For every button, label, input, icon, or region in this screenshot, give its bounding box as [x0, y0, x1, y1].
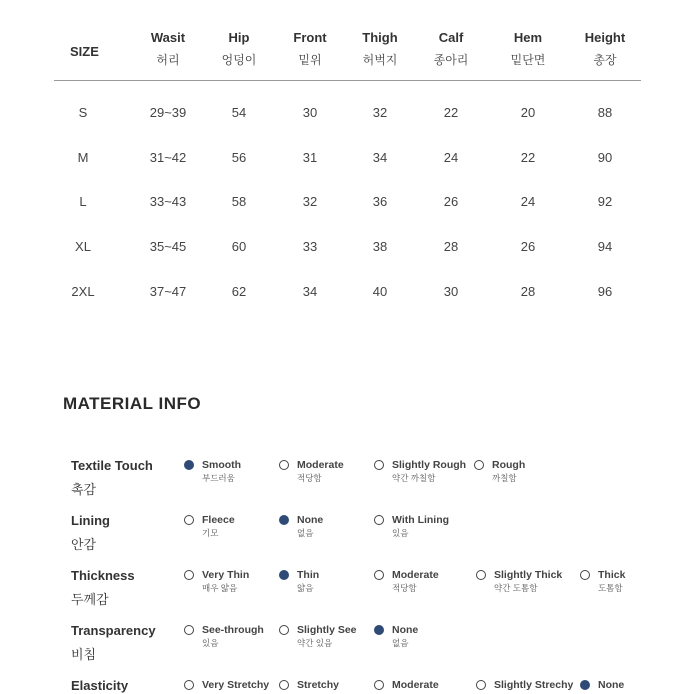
option-label-ko: 적당함 — [392, 583, 417, 593]
option-text — [392, 624, 418, 650]
size-table-cell: 92 — [597, 194, 613, 209]
attribute-label: Lining — [71, 513, 110, 528]
option-label-ko: 까칠함 — [492, 473, 517, 483]
option-label: Very Thin — [202, 569, 250, 581]
radio-empty-icon[interactable] — [279, 680, 289, 690]
size-table-cell: 31~42 — [149, 150, 187, 165]
attribute-label-ko: 안감 — [71, 537, 97, 552]
attribute-label: Transparency — [71, 623, 156, 638]
column-header-1: Hip — [228, 30, 250, 45]
option-label: None — [297, 514, 324, 526]
option-label-ko: 있음 — [202, 638, 219, 648]
option-text — [202, 624, 264, 650]
attribute-label-ko: 비침 — [71, 647, 97, 662]
option-text — [202, 459, 241, 485]
material-info-title: MATERIAL INFO — [63, 394, 202, 413]
radio-empty-icon[interactable] — [184, 570, 194, 580]
column-header-ko-4: 종아리 — [433, 53, 469, 67]
radio-empty-icon[interactable] — [374, 515, 384, 525]
option-0-2[interactable] — [374, 459, 466, 485]
option-label: Slightly Rough — [392, 459, 467, 471]
option-text — [392, 569, 439, 595]
radio-empty-icon[interactable] — [476, 570, 486, 580]
size-table-cell: 28 — [520, 284, 536, 299]
option-label: With Lining — [392, 514, 450, 526]
column-header-ko-3: 허벅지 — [362, 53, 398, 67]
option-label: Slightly See — [297, 624, 357, 636]
size-table-cell: 22 — [520, 150, 536, 165]
option-text — [598, 569, 625, 595]
size-table-cell: 88 — [597, 105, 613, 120]
size-row-label: M — [77, 150, 89, 165]
radio-selected-icon[interactable] — [279, 570, 289, 580]
option-4-0[interactable] — [184, 679, 269, 692]
size-table-cell: 90 — [597, 150, 613, 165]
option-text — [492, 459, 525, 485]
size-row-label: S — [78, 105, 88, 120]
option-label-ko: 없음 — [392, 638, 409, 648]
radio-selected-icon[interactable] — [374, 625, 384, 635]
option-1-1[interactable] — [279, 514, 323, 540]
radio-selected-icon[interactable] — [279, 515, 289, 525]
option-label-ko: 매우 얇음 — [202, 583, 238, 593]
attribute-label-ko: 촉감 — [71, 482, 97, 497]
option-2-4[interactable] — [580, 569, 625, 595]
option-text — [494, 679, 573, 692]
size-table-cell: 30 — [302, 105, 318, 120]
radio-empty-icon[interactable] — [580, 570, 590, 580]
column-header-5: Hem — [513, 30, 543, 45]
option-label-ko: 기모 — [202, 528, 219, 538]
option-text — [392, 459, 466, 485]
column-header-3: Thigh — [362, 30, 398, 45]
option-1-0[interactable] — [184, 514, 235, 540]
radio-empty-icon[interactable] — [474, 460, 484, 470]
option-label: Thin — [297, 569, 320, 581]
option-4-2[interactable] — [374, 679, 439, 692]
option-label: Slightly Thick — [494, 569, 563, 581]
size-table-cell: 29~39 — [149, 105, 187, 120]
column-header-0: Wasit — [150, 30, 186, 45]
option-label: Very Stretchy — [202, 679, 270, 691]
option-3-1[interactable] — [279, 624, 357, 650]
option-text — [392, 514, 449, 540]
size-table-cell: 33~43 — [149, 194, 187, 209]
option-text — [392, 679, 439, 692]
column-header-ko-0: 허리 — [156, 53, 180, 67]
option-text — [297, 459, 344, 485]
option-label-ko: 부드러움 — [202, 473, 235, 483]
size-table-cell: 26 — [443, 194, 459, 209]
option-label: Thick — [598, 569, 626, 581]
size-table-cell: 96 — [597, 284, 613, 299]
size-table-cell: 54 — [231, 105, 247, 120]
header-divider — [54, 80, 641, 81]
size-header: SIZE — [70, 44, 99, 59]
option-0-1[interactable] — [279, 459, 344, 485]
option-0-0[interactable] — [184, 459, 241, 485]
option-label: None — [598, 679, 625, 691]
size-table-cell: 24 — [520, 194, 536, 209]
radio-empty-icon[interactable] — [279, 625, 289, 635]
option-label: Slightly Strechy — [494, 679, 574, 691]
size-table-cell: 32 — [372, 105, 388, 120]
size-table-cell: 34 — [302, 284, 318, 299]
option-label: Smooth — [202, 459, 242, 471]
option-text — [202, 679, 269, 692]
radio-empty-icon[interactable] — [184, 515, 194, 525]
option-label-ko: 약간 까칠함 — [392, 473, 436, 483]
option-label: Stretchy — [297, 679, 340, 691]
option-label-ko: 약간 도톰함 — [494, 583, 538, 593]
option-label: None — [392, 624, 419, 636]
size-table-cell: 22 — [443, 105, 459, 120]
attribute-label-ko: 두께감 — [71, 592, 109, 607]
radio-empty-icon[interactable] — [279, 460, 289, 470]
radio-empty-icon[interactable] — [374, 680, 384, 690]
column-header-ko-5: 밑단면 — [510, 53, 546, 67]
option-label: Fleece — [202, 514, 235, 526]
size-table-cell: 31 — [302, 150, 318, 165]
size-table-cell: 36 — [372, 194, 388, 209]
column-header-2: Front — [293, 30, 327, 45]
option-label-ko: 도톰함 — [598, 583, 623, 593]
size-table-cell: 26 — [520, 239, 536, 254]
radio-empty-icon[interactable] — [476, 680, 486, 690]
option-text — [202, 569, 249, 595]
attribute-label: Thickness — [71, 568, 135, 583]
option-text — [297, 679, 339, 692]
size-table-cell: 30 — [443, 284, 459, 299]
option-text — [598, 679, 624, 692]
size-table-cell: 32 — [302, 194, 318, 209]
option-2-0[interactable] — [184, 569, 249, 595]
column-header-ko-1: 엉덩이 — [221, 53, 257, 67]
attribute-label: Elasticity — [71, 678, 129, 693]
option-4-4[interactable] — [580, 679, 624, 692]
option-label: Moderate — [297, 459, 344, 471]
option-label: Moderate — [392, 569, 439, 581]
column-header-4: Calf — [438, 30, 464, 45]
size-table-cell: 20 — [520, 105, 536, 120]
size-table-cell: 37~47 — [149, 284, 187, 299]
option-3-0[interactable] — [184, 624, 264, 650]
option-text — [297, 624, 357, 650]
size-table-cell: 94 — [597, 239, 613, 254]
option-label-ko: 약간 있음 — [297, 638, 333, 648]
size-table-cell: 62 — [231, 284, 247, 299]
option-text — [297, 514, 323, 540]
size-table-cell: 34 — [372, 150, 388, 165]
column-header-ko-6: 총장 — [593, 53, 617, 67]
size-row-label: L — [79, 194, 87, 209]
size-table-cell: 56 — [231, 150, 247, 165]
option-label: Moderate — [392, 679, 439, 691]
size-table-cell: 60 — [231, 239, 247, 254]
option-3-2[interactable] — [374, 624, 418, 650]
option-label-ko: 얇음 — [297, 583, 314, 593]
radio-empty-icon[interactable] — [184, 625, 194, 635]
option-label-ko: 있음 — [392, 528, 409, 538]
radio-empty-icon[interactable] — [374, 460, 384, 470]
option-label-ko: 없음 — [297, 528, 314, 538]
option-label-ko: 적당함 — [297, 473, 322, 483]
size-table-cell: 58 — [231, 194, 247, 209]
option-2-1[interactable] — [279, 569, 319, 595]
option-label: Rough — [492, 459, 526, 471]
size-table-cell: 35~45 — [149, 239, 187, 254]
option-4-1[interactable] — [279, 679, 339, 692]
radio-selected-icon[interactable] — [184, 460, 194, 470]
option-2-3[interactable] — [476, 569, 562, 595]
option-text — [297, 569, 319, 595]
option-4-3[interactable] — [476, 679, 573, 692]
radio-selected-icon[interactable] — [580, 680, 590, 690]
option-1-2[interactable] — [374, 514, 449, 540]
size-table-cell: 38 — [372, 239, 388, 254]
size-table-cell: 40 — [372, 284, 388, 299]
size-table-cell: 33 — [302, 239, 318, 254]
size-table — [0, 0, 694, 320]
column-header-ko-2: 밑위 — [298, 53, 322, 67]
option-2-2[interactable] — [374, 569, 439, 595]
option-0-3[interactable] — [474, 459, 525, 485]
radio-empty-icon[interactable] — [374, 570, 384, 580]
column-header-6: Height — [584, 30, 626, 45]
size-table-cell: 28 — [443, 239, 459, 254]
size-row-label: 2XL — [71, 284, 95, 299]
size-table-cell: 24 — [443, 150, 459, 165]
option-label: See-through — [202, 624, 264, 636]
radio-empty-icon[interactable] — [184, 680, 194, 690]
size-row-label: XL — [75, 239, 91, 254]
option-text — [202, 514, 235, 540]
option-text — [494, 569, 562, 595]
attribute-label: Textile Touch — [71, 458, 153, 473]
